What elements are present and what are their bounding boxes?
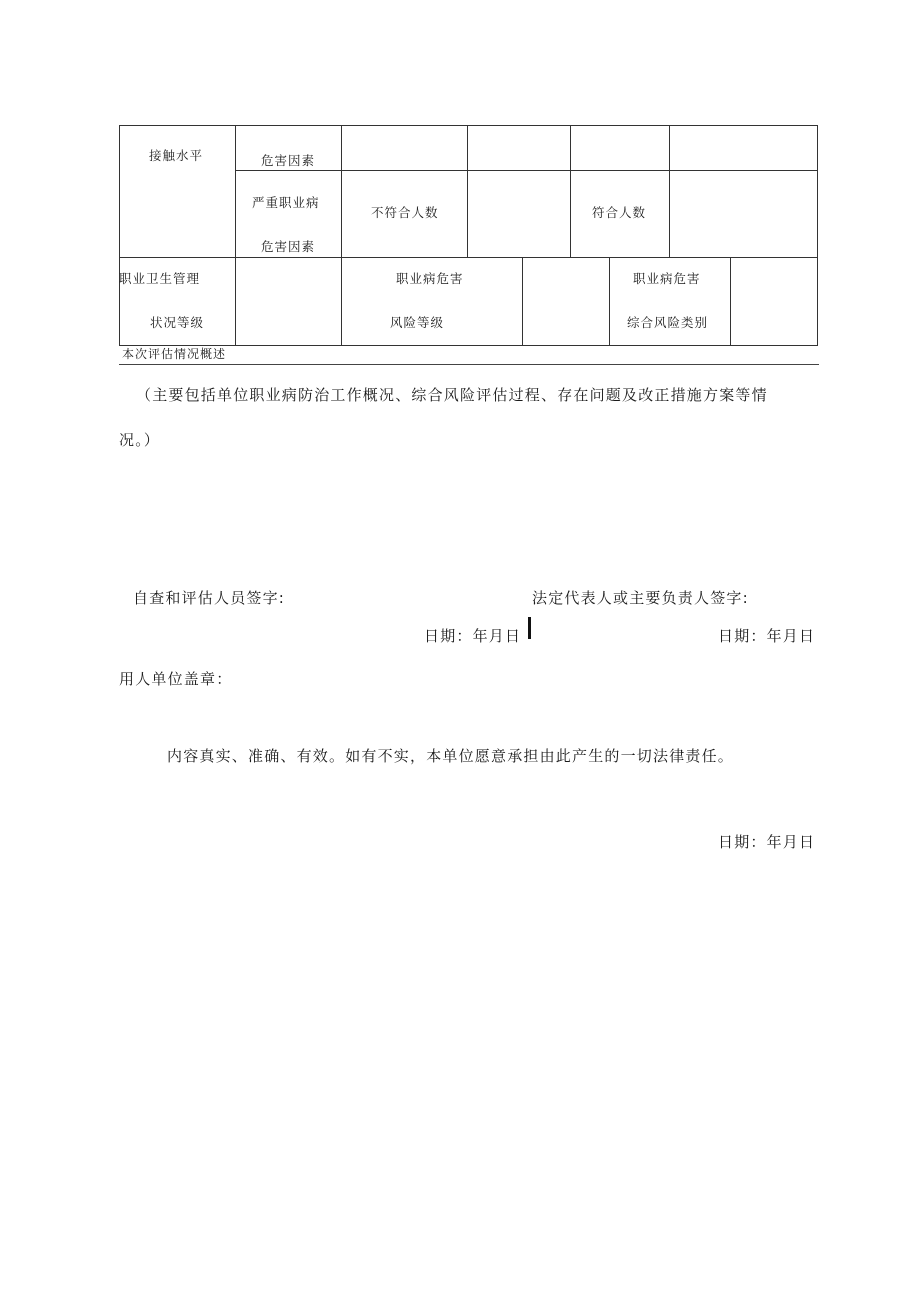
risk-category-label-line2: 综合风险类别 [627,315,709,330]
table-line-col3 [467,125,468,257]
text-cursor-mark [528,617,531,639]
mgmt-level-label-line2: 状况等级 [150,315,205,330]
summary-heading: 本次评估情况概述 [122,347,227,361]
seal-label: 用人单位盖章： [119,670,233,688]
table-border-left [119,125,120,346]
table-line-row2 [119,257,818,258]
table-line-col4 [570,125,571,257]
assessment-table [119,125,818,346]
hazard-factor-label: 危害因素 [261,153,316,168]
risk-level-label-line1: 职业病危害 [396,271,464,286]
seal-date-label: 日期：年月日 [718,833,816,851]
summary-divider [119,364,819,365]
assessor-date-label: 日期：年月日 [424,627,522,645]
legal-rep-signature-label: 法定代表人或主要负责人签字: [532,589,749,607]
legal-rep-date-label: 日期：年月日 [718,627,816,645]
table-line-col2 [341,125,342,346]
contact-level-label: 接触水平 [149,148,204,163]
severe-hazard-label-line2: 危害因素 [261,239,316,254]
risk-level-label-line2: 风险等级 [390,315,445,330]
table-border-top [119,125,818,126]
table-line-row1 [235,170,818,171]
table-border-right [817,125,818,346]
summary-note-line2: 况。） [119,431,161,449]
severe-hazard-label-line1: 严重职业病 [252,195,320,210]
table-line-col8 [730,257,731,346]
table-line-col6 [522,257,523,346]
table-line-col7 [609,257,610,346]
table-line-col5 [669,125,670,257]
assessor-signature-label: 自查和评估人员签字: [133,589,286,607]
summary-note-line1: （主要包括单位职业病防治工作概况、综合风险评估过程、存在问题及改正措施方案等情 [136,386,768,404]
non-compliant-count-label: 不符合人数 [371,205,439,220]
risk-category-label-line1: 职业病危害 [633,271,701,286]
compliant-count-label: 符合人数 [592,205,647,220]
declaration-text: 内容真实、准确、有效。如有不实，本单位愿意承担由此产生的一切法律责任。 [167,747,735,765]
table-line-col1 [235,125,236,346]
mgmt-level-label-line1: 职业卫生管理 [119,271,201,286]
